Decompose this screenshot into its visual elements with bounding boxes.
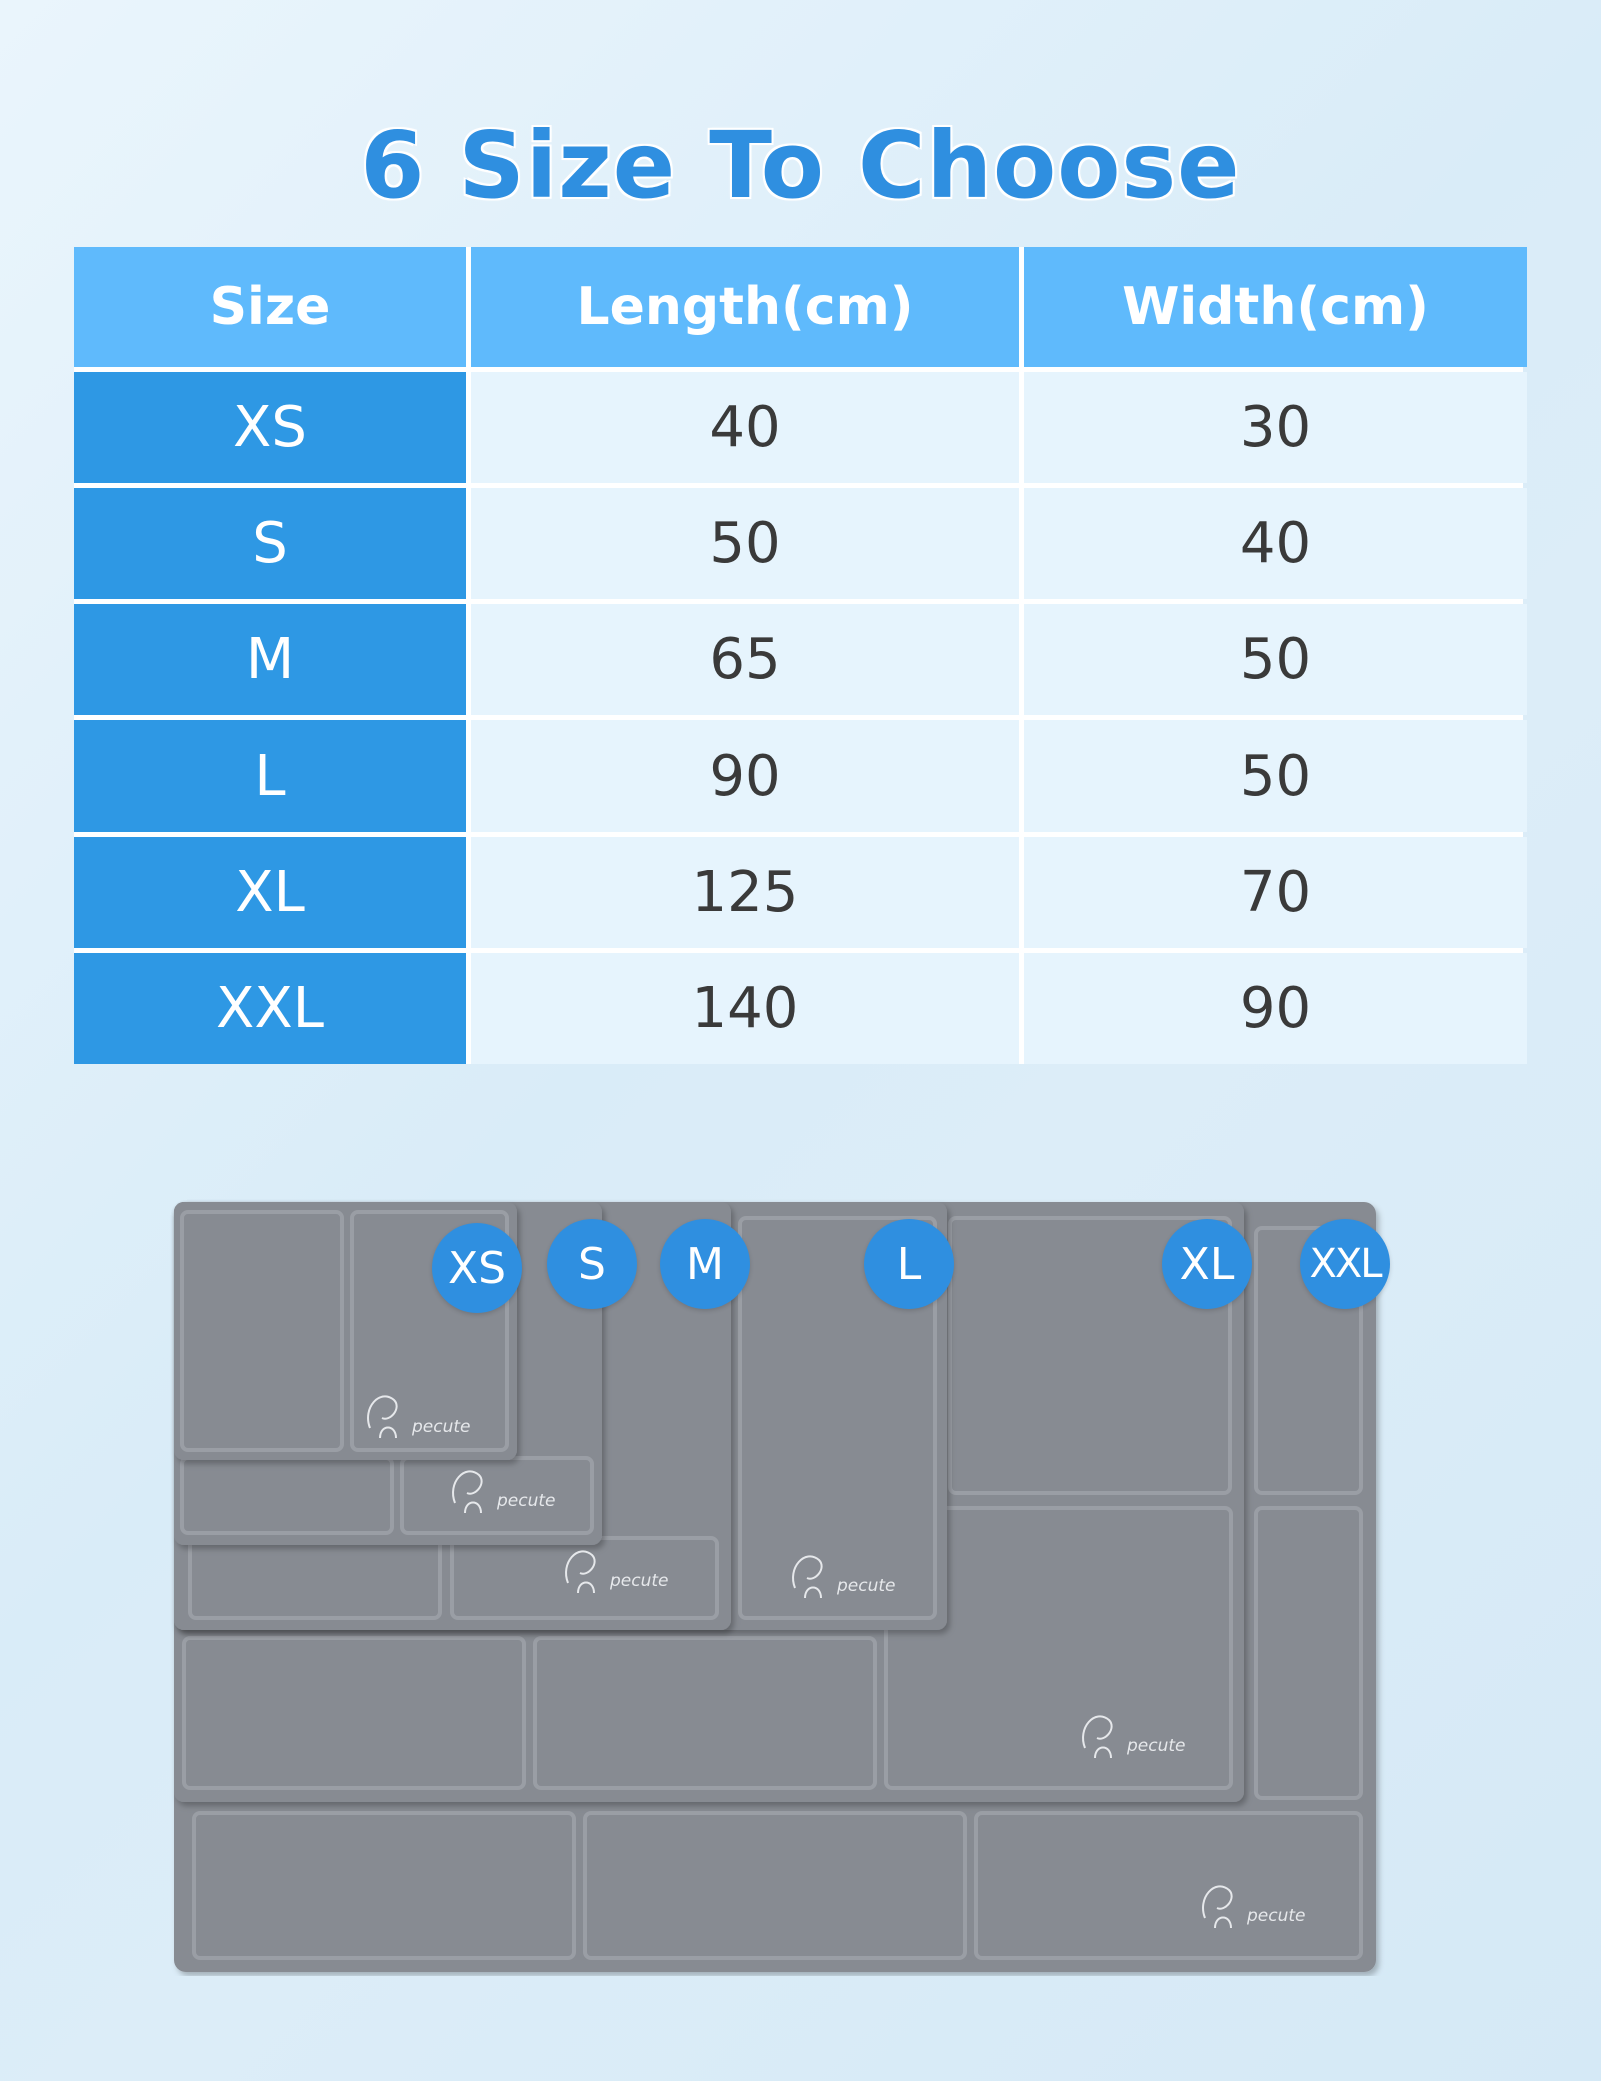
size-cell: XS	[74, 372, 466, 483]
brand-text: pecute	[610, 1571, 669, 1591]
length-cell: 140	[471, 953, 1019, 1064]
size-cell: S	[74, 488, 466, 599]
length-cell: 40	[471, 372, 1019, 483]
width-cell: 50	[1024, 720, 1527, 831]
size-cell: XL	[74, 837, 466, 948]
page-title: 6 Size To Choose	[360, 112, 1241, 219]
header-length: Length(cm)	[471, 247, 1019, 367]
width-cell: 40	[1024, 488, 1527, 599]
brand-text: pecute	[497, 1491, 556, 1511]
size-cell: L	[74, 720, 466, 831]
badge-s: S	[547, 1219, 637, 1309]
brand-text: pecute	[412, 1417, 471, 1437]
length-cell: 125	[471, 837, 1019, 948]
badge-xxl: XXL	[1300, 1219, 1390, 1309]
header-width: Width(cm)	[1024, 247, 1527, 367]
badge-xl: XL	[1162, 1219, 1252, 1309]
size-cell: M	[74, 604, 466, 715]
width-cell: 90	[1024, 953, 1527, 1064]
brand-text: pecute	[1247, 1906, 1306, 1926]
width-cell: 50	[1024, 604, 1527, 715]
width-cell: 70	[1024, 837, 1527, 948]
size-cell: XXL	[74, 953, 466, 1064]
badge-l: L	[864, 1219, 954, 1309]
brand-text: pecute	[1127, 1736, 1186, 1756]
length-cell: 50	[471, 488, 1019, 599]
header-size: Size	[74, 247, 466, 367]
width-cell: 30	[1024, 372, 1527, 483]
size-table	[74, 247, 1523, 1064]
mat-stack-graphic	[170, 1198, 1394, 1976]
mat-size-illustration	[170, 1198, 1394, 1976]
length-cell: 90	[471, 720, 1019, 831]
length-cell: 65	[471, 604, 1019, 715]
badge-m: M	[660, 1219, 750, 1309]
brand-text: pecute	[837, 1576, 896, 1596]
badge-xs: XS	[432, 1223, 522, 1313]
